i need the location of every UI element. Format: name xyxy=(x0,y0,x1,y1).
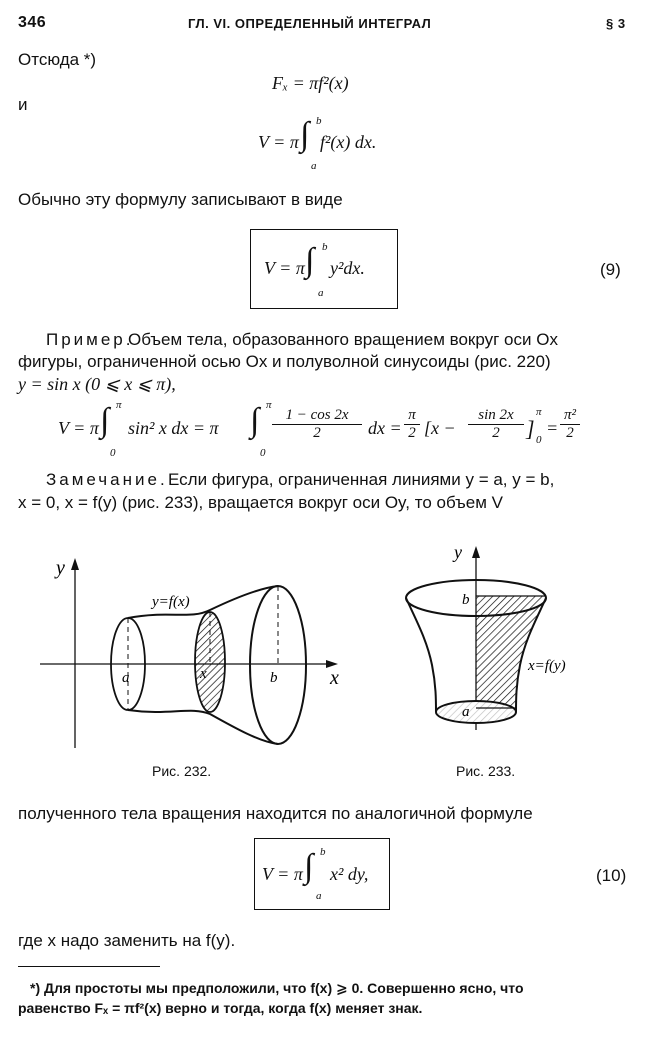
eq9-number: (9) xyxy=(600,260,621,279)
footnote-line1: *) Для простоты мы предположили, что f(x) ⩾ 0. Совершенно ясно, что xyxy=(30,980,524,996)
section-mark: § 3 xyxy=(606,16,626,31)
fig232-curve-label: y=f(x) xyxy=(152,594,190,610)
fig232-caption: Рис. 232. xyxy=(152,763,212,779)
figure-232 xyxy=(30,548,360,748)
running-head: ГЛ. VI. ОПРЕДЕЛЕННЫЙ ИНТЕГРАЛ xyxy=(188,16,432,31)
fig233-caption: Рис. 233. xyxy=(456,763,516,779)
formula-fx: Fₓ = πf²(x) xyxy=(272,73,349,93)
fig233-a-label: a xyxy=(462,704,470,720)
page-number: 346 xyxy=(18,14,47,31)
fig233-y-label: y xyxy=(454,542,462,562)
example-line3: y = sin x (0 ⩽ x ⩽ π), xyxy=(18,374,176,394)
figure-233 xyxy=(400,540,600,740)
remark-label: Замечание. xyxy=(46,470,168,489)
otsyuda-text: Отсюда *) xyxy=(18,50,97,69)
usually-text: Обычно эту формулу записывают в виде xyxy=(18,190,343,209)
after-figures-text: полученного тела вращения находится по аналогичной формуле xyxy=(18,804,533,823)
example-line1: Объем тела, образованного вращением вокруг оси Ox xyxy=(128,330,558,349)
example-line2: фигуры, ограниченной осью Ox и полуволной синусоиды (рис. 220) xyxy=(18,352,551,371)
fig232-x-label: x xyxy=(330,667,339,689)
replace-text: где x надо заменить на f(y). xyxy=(18,931,236,950)
fig233-b-label: b xyxy=(462,592,470,608)
i-text: и xyxy=(18,95,28,114)
example-label: Пример. xyxy=(46,330,134,349)
fig232-a-label: a xyxy=(122,670,130,686)
footnote-line2: равенство Fₓ = πf²(x) верно и тогда, когда f(x) меняет знак. xyxy=(18,1000,423,1016)
eq10-number: (10) xyxy=(596,866,627,885)
fig232-x-mark: x xyxy=(200,666,207,682)
fig233-curve-label: x=f(y) xyxy=(528,658,566,674)
remark-line1: Если фигура, ограниченная линиями y = a, y = b, xyxy=(168,470,555,489)
footnote-rule xyxy=(18,966,160,967)
fig232-b-label: b xyxy=(270,670,278,686)
fig232-y-label: y xyxy=(56,557,65,579)
remark-line2: x = 0, x = f(y) (рис. 233), вращается вокруг оси Oy, то объем V xyxy=(18,493,503,512)
